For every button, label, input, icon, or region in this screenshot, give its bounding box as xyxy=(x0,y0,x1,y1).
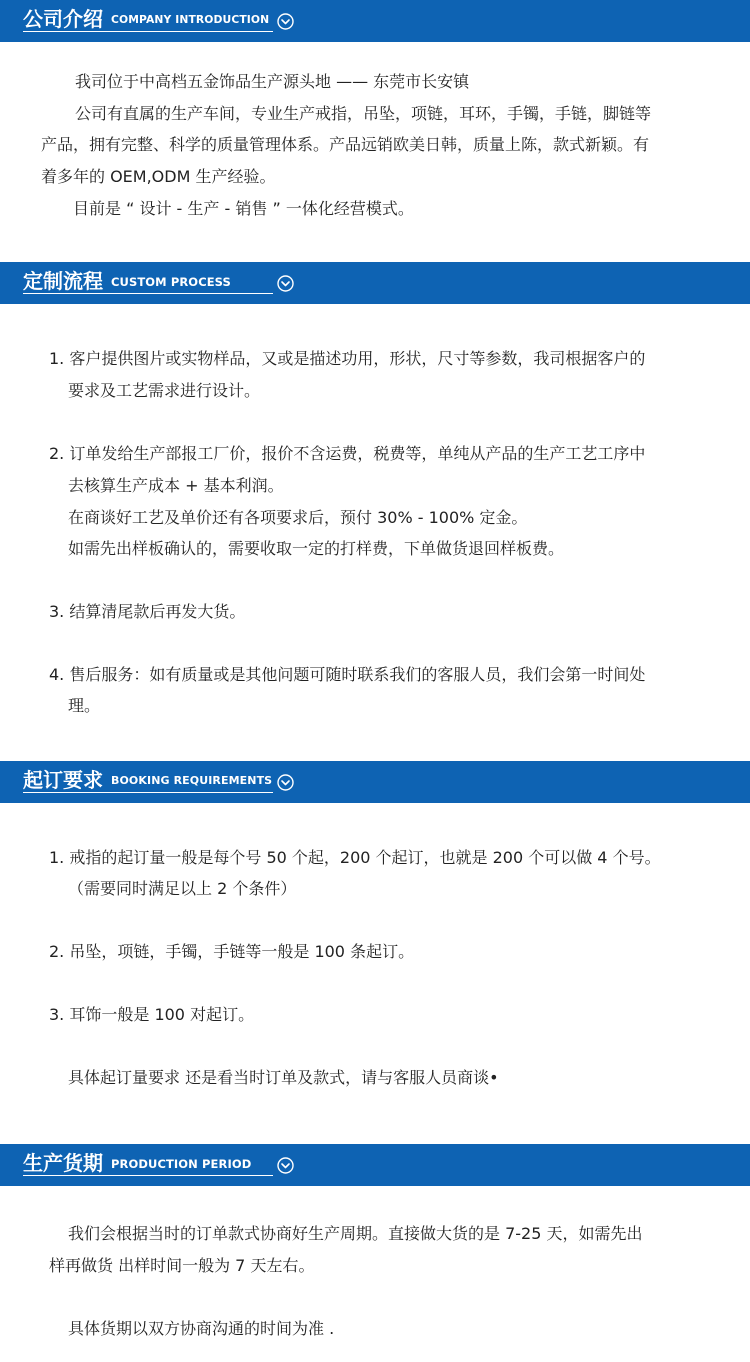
text-line: 我们会根据当时的订单款式协商好生产周期。直接做大货的是 7-25 天，如需先出 xyxy=(68,1224,643,1243)
text-line: 要求及工艺需求进行设计。 xyxy=(68,381,261,400)
section-title: 定制流程 xyxy=(23,269,103,293)
text-line: 3. 结算清尾款后再发大货。 xyxy=(49,602,246,621)
text-line: 1. 客户提供图片或实物样品，又或是描述功用，形状，尺寸等参数，我司根据客户的 xyxy=(49,349,646,368)
header-underline xyxy=(23,1175,273,1176)
chevron-down-circle-icon xyxy=(277,1157,294,1174)
header-underline xyxy=(23,31,273,32)
section-title: 公司介绍 xyxy=(23,7,103,31)
section-subtitle: BOOKING REQUIREMENTS xyxy=(111,774,273,787)
text-line: 2. 订单发给生产部报工厂价，报价不含运费，税费等，单纯从产品的生产工艺工序中 xyxy=(49,444,646,463)
text-line: 目前是 “ 设计 - 生产 - 销售 ” 一体化经营模式。 xyxy=(73,199,414,218)
text-line: 3. 耳饰一般是 100 对起订。 xyxy=(49,1005,255,1024)
header-underline xyxy=(23,293,273,294)
header-underline xyxy=(23,792,273,793)
chevron-down-circle-icon xyxy=(277,774,294,791)
text-line: 如需先出样板确认的，需要收取一定的打样费，下单做货退回样板费。 xyxy=(68,539,565,558)
text-line: 产品，拥有完整、科学的质量管理体系。产品远销欧美日韩，质量上陈，款式新颖。有 xyxy=(41,135,650,154)
text-line: 4. 售后服务：如有质量或是其他问题可随时联系我们的客服人员，我们会第一时间处 xyxy=(49,665,646,684)
text-line: （需要同时满足以上 2 个条件） xyxy=(68,879,297,898)
text-line: 我司位于中高档五金饰品生产源头地 —— 东莞市长安镇 xyxy=(75,72,470,91)
text-line: 在商谈好工艺及单价还有各项要求后，预付 30% - 100% 定金。 xyxy=(68,508,528,527)
text-line: 理。 xyxy=(68,696,101,715)
chevron-down-circle-icon xyxy=(277,13,294,30)
text-line: 具体货期以双方协商沟通的时间为准 . xyxy=(68,1319,335,1338)
text-line: 着多年的 OEM,ODM 生产经验。 xyxy=(41,167,276,186)
section-title: 生产货期 xyxy=(23,1151,103,1175)
section-title: 起订要求 xyxy=(23,768,103,792)
chevron-down-circle-icon xyxy=(277,275,294,292)
text-line: 公司有直属的生产车间，专业生产戒指，吊坠，项链，耳环，手镯，手链，脚链等 xyxy=(75,104,652,123)
section-subtitle: PRODUCTION PERIOD xyxy=(111,1157,252,1171)
text-line: 样再做货 出样时间一般为 7 天左右。 xyxy=(49,1256,315,1275)
text-line: 去核算生产成本 + 基本利润。 xyxy=(68,476,284,495)
text-line: 具体起订量要求 还是看当时订单及款式，请与客服人员商谈• xyxy=(68,1068,499,1087)
text-line: 2. 吊坠，项链，手镯，手链等一般是 100 条起订。 xyxy=(49,942,415,961)
section-header-production-period xyxy=(0,1144,750,1186)
text-line: 1. 戒指的起订量一般是每个号 50 个起，200 个起订，也就是 200 个可以做 4 个号。 xyxy=(49,848,661,867)
section-header-custom-process xyxy=(0,262,750,304)
section-header-booking-requirements xyxy=(0,761,750,803)
section-subtitle: COMPANY INTRODUCTION xyxy=(111,13,270,26)
section-subtitle: CUSTOM PROCESS xyxy=(111,275,231,289)
section-header-company-introduction xyxy=(0,0,750,42)
